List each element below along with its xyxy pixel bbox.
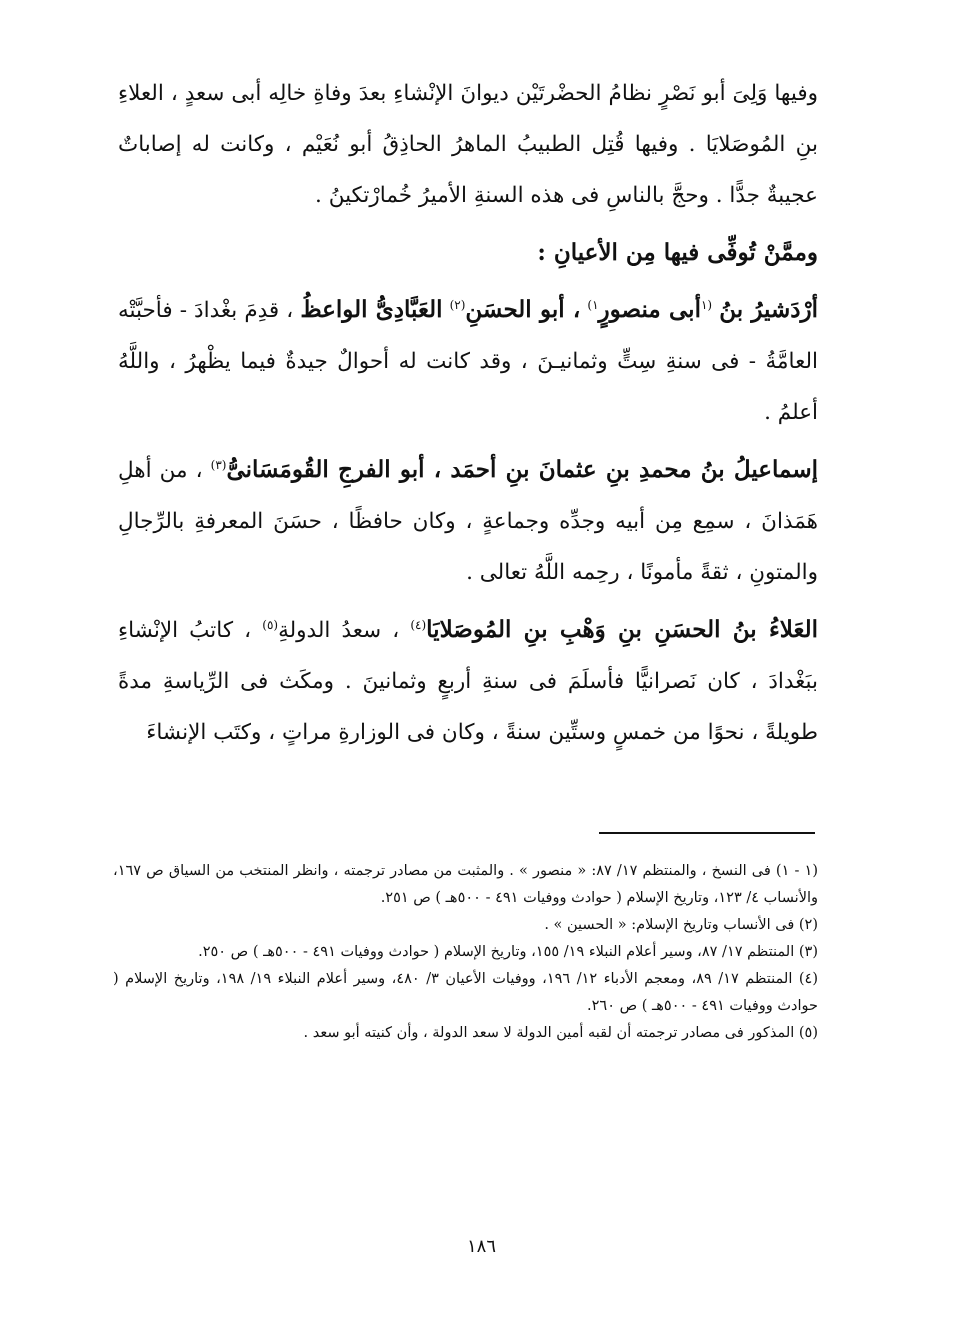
biography-name: أرْدَشيرُ بنُ bbox=[719, 296, 819, 323]
footnote-marker: ١) bbox=[587, 297, 599, 312]
biography-laqab: العَبَّادِىُّ الواعظُ bbox=[300, 296, 443, 323]
paragraph-events: وفيها وَلِىَ أبو نَصْرٍ نظامُ الحضْرتَيْن ديوانَ الإنْشاءِ بعدَ وفاةِ خالِه أبى سعدٍ ، العلاءِ بنِ المُوصَلايَا . وفيها قُتِل الطبيبُ الماهرُ الحاذِقُ أبو نُعَيْم ، وكانت له إصاباتٌ عجيبةٌ جدًّا . وحجَّ بالناسِ فى هذه السنةِ الأميرُ خُمارْتكينُ . bbox=[118, 81, 818, 208]
footnote-2: (٢) فى الأنساب وتاريخ الإسلام: « الحسين » . bbox=[544, 917, 818, 933]
footnote-marker: (٣) bbox=[210, 457, 227, 472]
footnote-marker: (٤) bbox=[410, 617, 427, 632]
paragraph-ardashir bbox=[118, 284, 818, 438]
biography-text: ، من أهلِ هَمَذانَ ، سمِع مِن أبيه وجدِّه وجماعةٍ ، وكان حافظًا ، حسَنَ المعرفةِ بالرِّجالِ والمتونِ ، ثقةً مأمونًا ، رحِمه اللَّهُ تعالى . bbox=[118, 458, 818, 585]
footnote-marker: (٥) bbox=[262, 617, 279, 632]
footnote-1: (١ - ١) فى النسخ ، والمنتظم ١٧/ ٨٧: « منصور » . والمثبت من مصادر ترجمته ، وانظر المنتخب من السياق ص ١٦٧، والأنساب ٤/ ١٢٣، وتاريخ الإسلام ( حوادث ووفيات ٤٩١ - ٥٠٠هـ ) ص ٢٥١. bbox=[113, 863, 818, 906]
biography-kunya: ، أبو الحسَنِ bbox=[465, 296, 581, 323]
footnote-marker: (١ bbox=[700, 297, 713, 312]
page-number: ١٨٦ bbox=[466, 1236, 496, 1257]
paragraph-alaa bbox=[118, 604, 818, 758]
biography-text: ، كاتبُ الإنْشاءِ ببَغْدادَ ، كان نَصرانيًّا فأسلَمَ فى سنةِ أربعٍ وثمانينَ . ومكَث فى الرِّياسةِ مدةً طويلةً ، نحوًا من خمسٍ وستِّين سنةً ، وكان فى الوزارةِ مراتٍ ، وكتَب الإنشاءَ bbox=[118, 618, 818, 745]
footnote-3: (٣) المنتظم ١٧/ ٨٧، وسير أعلام النبلاء ١٩/ ١٥٥، وتاريخ الإسلام ( حوادث ووفيات ٤٩١ - ٥٠٠هـ ) ص ٢٥٠. bbox=[198, 944, 818, 960]
biography-name: إسماعيلُ بنُ محمدِ بنِ عثمانَ بنِ أحمَد ، أبو الفرجِ القُومَسَانىُّ bbox=[226, 456, 818, 483]
biography-text: ، قدِمَ بغْدادَ - فأحبَّتْه العامَّةُ - فى سنةِ سِتٍّ وثمانيـنَ ، وقد كانت له أحوالٌ جيدةٌ فيما يظْهرُ ، واللَّهُ أعلمُ . bbox=[118, 298, 818, 425]
main-text bbox=[118, 68, 818, 758]
paragraph-ismail bbox=[118, 444, 818, 598]
footnote-marker: (٢) bbox=[449, 297, 466, 312]
footnote-separator bbox=[599, 832, 815, 834]
footnote-5: (٥) المذكور فى مصادر ترجمته أن لقبه أمين الدولة لا سعد الدولة ، وأن كنيته أبو سعد . bbox=[303, 1025, 818, 1041]
biography-name: العَلاءُ بنُ الحسَنِ بنِ وَهْبِ بنِ المُوصَلايَا bbox=[426, 616, 818, 643]
section-heading: وممَّنْ تُوفِّى فيها مِن الأعيانِ : bbox=[537, 239, 818, 266]
footnote-4: (٤) المنتظم ١٧/ ٨٩، ومعجم الأدباء ١٢/ ١٩٦، ووفيات الأعيان ٣/ ٤٨٠، وسير أعلام النبلاء ١٩/ ١٩٨، وتاريخ الإسلام ( حوادث ووفيات ٤٩١ - ٥٠٠هـ ) ص ٢٦٠. bbox=[113, 971, 819, 1014]
biography-name-part: أبى منصورٍ bbox=[598, 296, 701, 323]
biography-laqab: ، سعدُ الدولةِ bbox=[278, 618, 400, 643]
footnotes bbox=[113, 858, 818, 1047]
